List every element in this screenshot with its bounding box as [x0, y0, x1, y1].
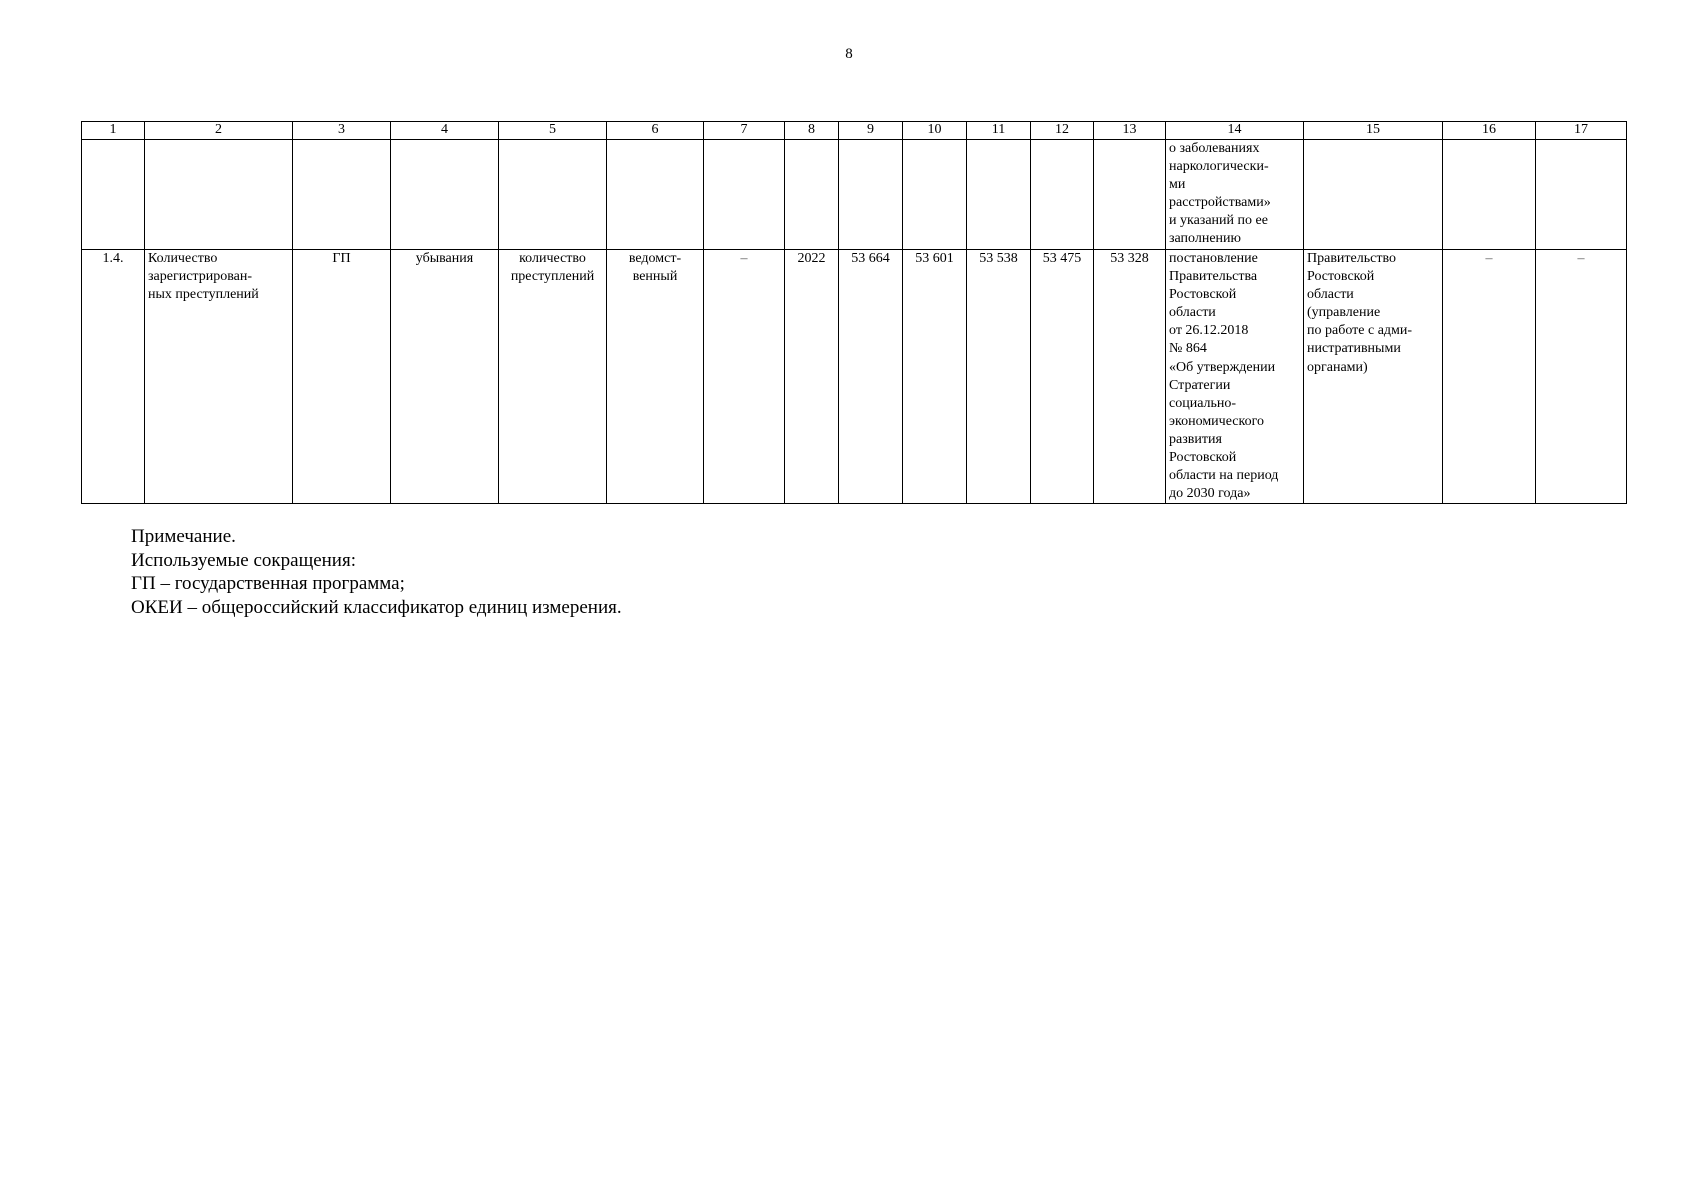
- continuation-row: [82, 140, 1627, 250]
- col7-value: –: [704, 250, 785, 504]
- table-cell: [1094, 140, 1166, 250]
- table-cell: [785, 140, 839, 250]
- value-col9: 53 664: [839, 250, 903, 504]
- indicators-table: [81, 121, 1627, 504]
- table-cell: [903, 140, 967, 250]
- column-number: 7: [704, 122, 785, 140]
- table-cell: [1443, 140, 1536, 250]
- indicator-level: ГП: [293, 250, 391, 504]
- abbreviation-okei: ОКЕИ – общероссийский классификатор единиц измерения.: [131, 596, 622, 618]
- value-col10: 53 601: [903, 250, 967, 504]
- column-number: 17: [1536, 122, 1627, 140]
- column-number: 16: [1443, 122, 1536, 140]
- column-number-row: [82, 122, 1627, 140]
- table-cell: [293, 140, 391, 250]
- indicator-unit: количество преступлений: [499, 250, 607, 504]
- document-continuation-cell: о заболеваниях наркологически- ми расстройствами» и указаний по ее заполнению: [1166, 140, 1304, 250]
- table-cell: [391, 140, 499, 250]
- column-number: 15: [1304, 122, 1443, 140]
- table-cell: [839, 140, 903, 250]
- column-number: 8: [785, 122, 839, 140]
- table-cell: [1536, 140, 1627, 250]
- column-number: 3: [293, 122, 391, 140]
- column-number: 14: [1166, 122, 1304, 140]
- column-number: 9: [839, 122, 903, 140]
- column-number: 4: [391, 122, 499, 140]
- indicator-direction: убывания: [391, 250, 499, 504]
- column-number: 12: [1031, 122, 1094, 140]
- column-number: 10: [903, 122, 967, 140]
- column-number: 5: [499, 122, 607, 140]
- indicator-type: ведомст- венный: [607, 250, 704, 504]
- document-reference: постановление Правительства Ростовской области от 26.12.2018 № 864 «Об утверждении Стратегии социально- экономического развития Ростовской области на период до 2030 года»: [1166, 250, 1304, 504]
- page-number: 8: [845, 46, 853, 62]
- value-col12: 53 475: [1031, 250, 1094, 504]
- table-row: [82, 250, 1627, 504]
- value-col13: 53 328: [1094, 250, 1166, 504]
- column-number: 2: [145, 122, 293, 140]
- column-number: 11: [967, 122, 1031, 140]
- indicator-name: Количество зарегистрирован- ных преступлений: [145, 250, 293, 504]
- column-number: 6: [607, 122, 704, 140]
- col17-value: –: [1536, 250, 1627, 504]
- notes-section: [131, 525, 622, 619]
- table-cell: [1304, 140, 1443, 250]
- table-cell: [1031, 140, 1094, 250]
- table-cell: [967, 140, 1031, 250]
- col16-value: –: [1443, 250, 1536, 504]
- abbreviation-gp: ГП – государственная программа;: [131, 573, 405, 594]
- table-cell: [499, 140, 607, 250]
- base-year: 2022: [785, 250, 839, 504]
- abbreviations-intro: Используемые сокращения:: [131, 549, 356, 571]
- indicator-number: 1.4.: [82, 250, 145, 504]
- table-cell: [607, 140, 704, 250]
- column-number: 13: [1094, 122, 1166, 140]
- table-cell: [82, 140, 145, 250]
- notes-title: Примечание.: [131, 526, 236, 547]
- column-number: 1: [82, 122, 145, 140]
- responsible-body: Правительство Ростовской области (управление по работе с адми- нистративными органами): [1304, 250, 1443, 504]
- value-col11: 53 538: [967, 250, 1031, 504]
- table-cell: [145, 140, 293, 250]
- table-cell: [704, 140, 785, 250]
